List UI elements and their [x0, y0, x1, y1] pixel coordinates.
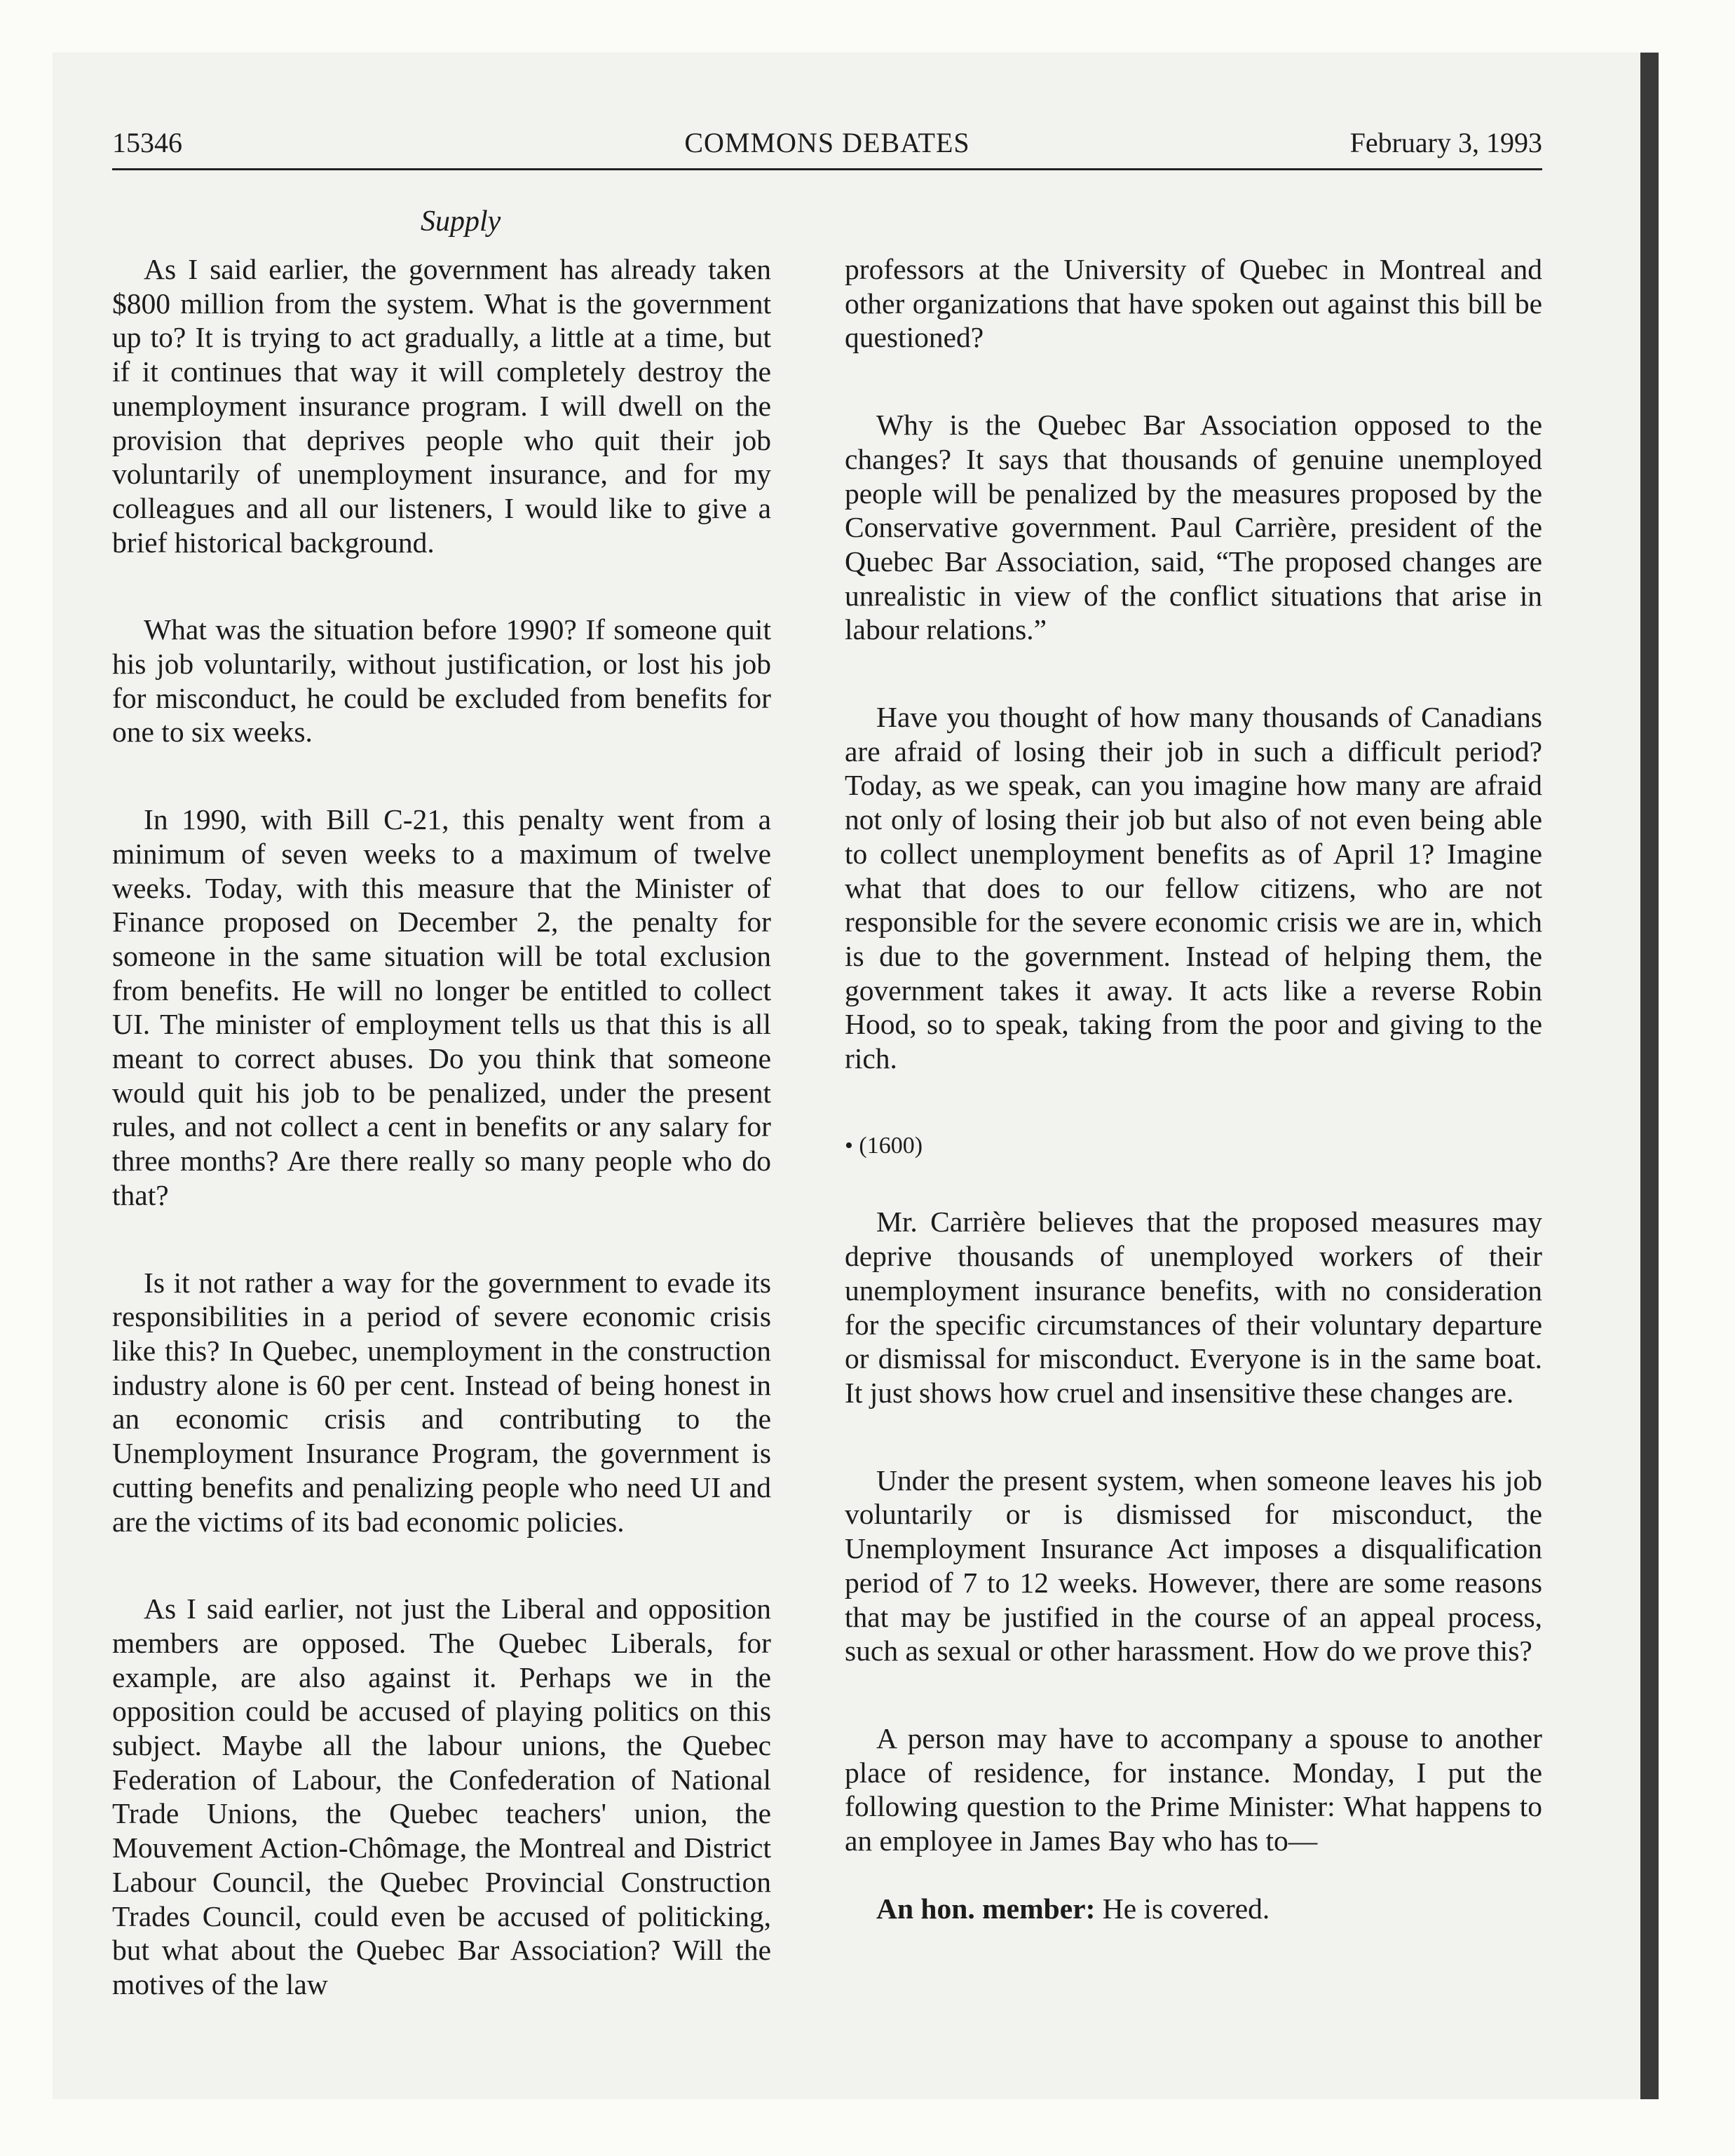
paragraph-continuation: professors at the University of Quebec in Montreal and other organizations that have spoken out against this bill be questioned?	[845, 253, 1542, 354]
time-marker: • (1600)	[845, 1132, 923, 1159]
paragraph: What was the situation before 1990? If someone quit his job voluntarily, without justification, or lost his job for misconduct, he could be excluded from benefits for one to six weeks.	[112, 613, 771, 749]
scan-edge	[1640, 53, 1659, 2099]
paragraph: Under the present system, when someone leaves his job voluntarily or is dismissed for misconduct, the Unemployment Insurance Act imposes a disqualification period of 7 to 12 weeks. However, there are some reasons that may be justified in the course of an appeal process, such as sexual or other harassment. How do we prove this?	[845, 1464, 1542, 1667]
right-column	[845, 252, 1542, 1979]
paragraph: In 1990, with Bill C-21, this penalty went from a minimum of seven weeks to a maximum of twelve weeks. Today, with this measure that the Minister of Finance proposed on December 2, the penalty for someone in the same situation will be total exclusion from benefits. He will no longer be entitled to collect UI. The minister of employment tells us that this is all meant to correct abuses. Do you think that someone would quit his job to be penalized, under the present rules, and not collect a cent in benefits or any salary for three months? Are there really so many people who do that?	[112, 803, 771, 1211]
paragraph: Mr. Carrière believes that the proposed measures may deprive thousands of unemployed workers of their unemployment insurance benefits, with no consideration for the specific circumstances of their voluntary departure or dismissal for misconduct. Everyone is in the same boat. It just shows how cruel and insensitive these changes are.	[845, 1206, 1542, 1409]
paragraph: As I said earlier, the government has already taken $800 million from the system. What is the government up to? It is trying to act gradually, a little at a time, but if it continues that way it will completely destroy the unemployment insurance program. I will dwell on the provision that deprives people who quit their job voluntarily of unemployment insurance, and for my colleagues and all our listeners, I would like to give a brief historical background.	[112, 253, 771, 559]
paragraph: Have you thought of how many thousands of Canadians are afraid of losing their job in such a difficult period? Today, as we speak, can you imagine how many are afraid not only of losing their job but also of not even being able to collect unemployment benefits as of April 1? Imagine what that does to our fellow citizens, who are not responsible for the severe economic crisis we are in, which is due to the government. Instead of helping them, the government takes it away. It acts like a reverse Robin Hood, so to speak, taking from the poor and giving to the rich.	[845, 701, 1542, 1075]
paragraph: As I said earlier, not just the Liberal and opposition members are opposed. The Quebec Liberals, for example, are also against it. Perhaps we in the opposition could be accused of playing politics on this subject. Maybe all the labour unions, the Quebec Federation of Labour, the Confederation of National Trade Unions, the Quebec teachers' union, the Mouvement Action-Chômage, the Montreal and District Labour Council, the Quebec Provincial Construction Trades Council, could even be accused of politicking, but what about the Quebec Bar Association? Will the motives of the law	[112, 1592, 771, 2000]
section-title: Supply	[421, 205, 501, 238]
paragraph: Why is the Quebec Bar Association opposed to the changes? It says that thousands of genuine unemployed people will be penalized by the measures proposed by the Conservative government. Paul Carrière, president of the Quebec Bar Association, said, “The proposed changes are unrealistic in view of the conflict situations that arise in labour relations.”	[845, 409, 1542, 646]
header-date: February 3, 1993	[1349, 127, 1542, 158]
page-number: 15346	[112, 127, 182, 158]
interjection	[845, 1892, 1542, 1926]
speaker-name: An hon. member:	[876, 1892, 1096, 1925]
journal-title: COMMONS DEBATES	[684, 127, 970, 158]
left-column	[112, 252, 771, 2055]
header-rule	[112, 168, 1542, 170]
paragraph: A person may have to accompany a spouse to another place of residence, for instance. Monday, I put the following question to the Prime Minister: What happens to an employee in James Bay who has to—	[845, 1721, 1542, 1857]
interjection-text: He is covered.	[1102, 1892, 1270, 1925]
paragraph: Is it not rather a way for the government to evade its responsibilities in a period of severe economic crisis like this? In Quebec, unemployment in the construction industry alone is 60 per cent. Instead of being honest in an economic crisis and contributing to the Unemployment Insurance Program, the government is cutting benefits and penalizing people who need UI and are the victims of its bad economic policies.	[112, 1266, 771, 1538]
